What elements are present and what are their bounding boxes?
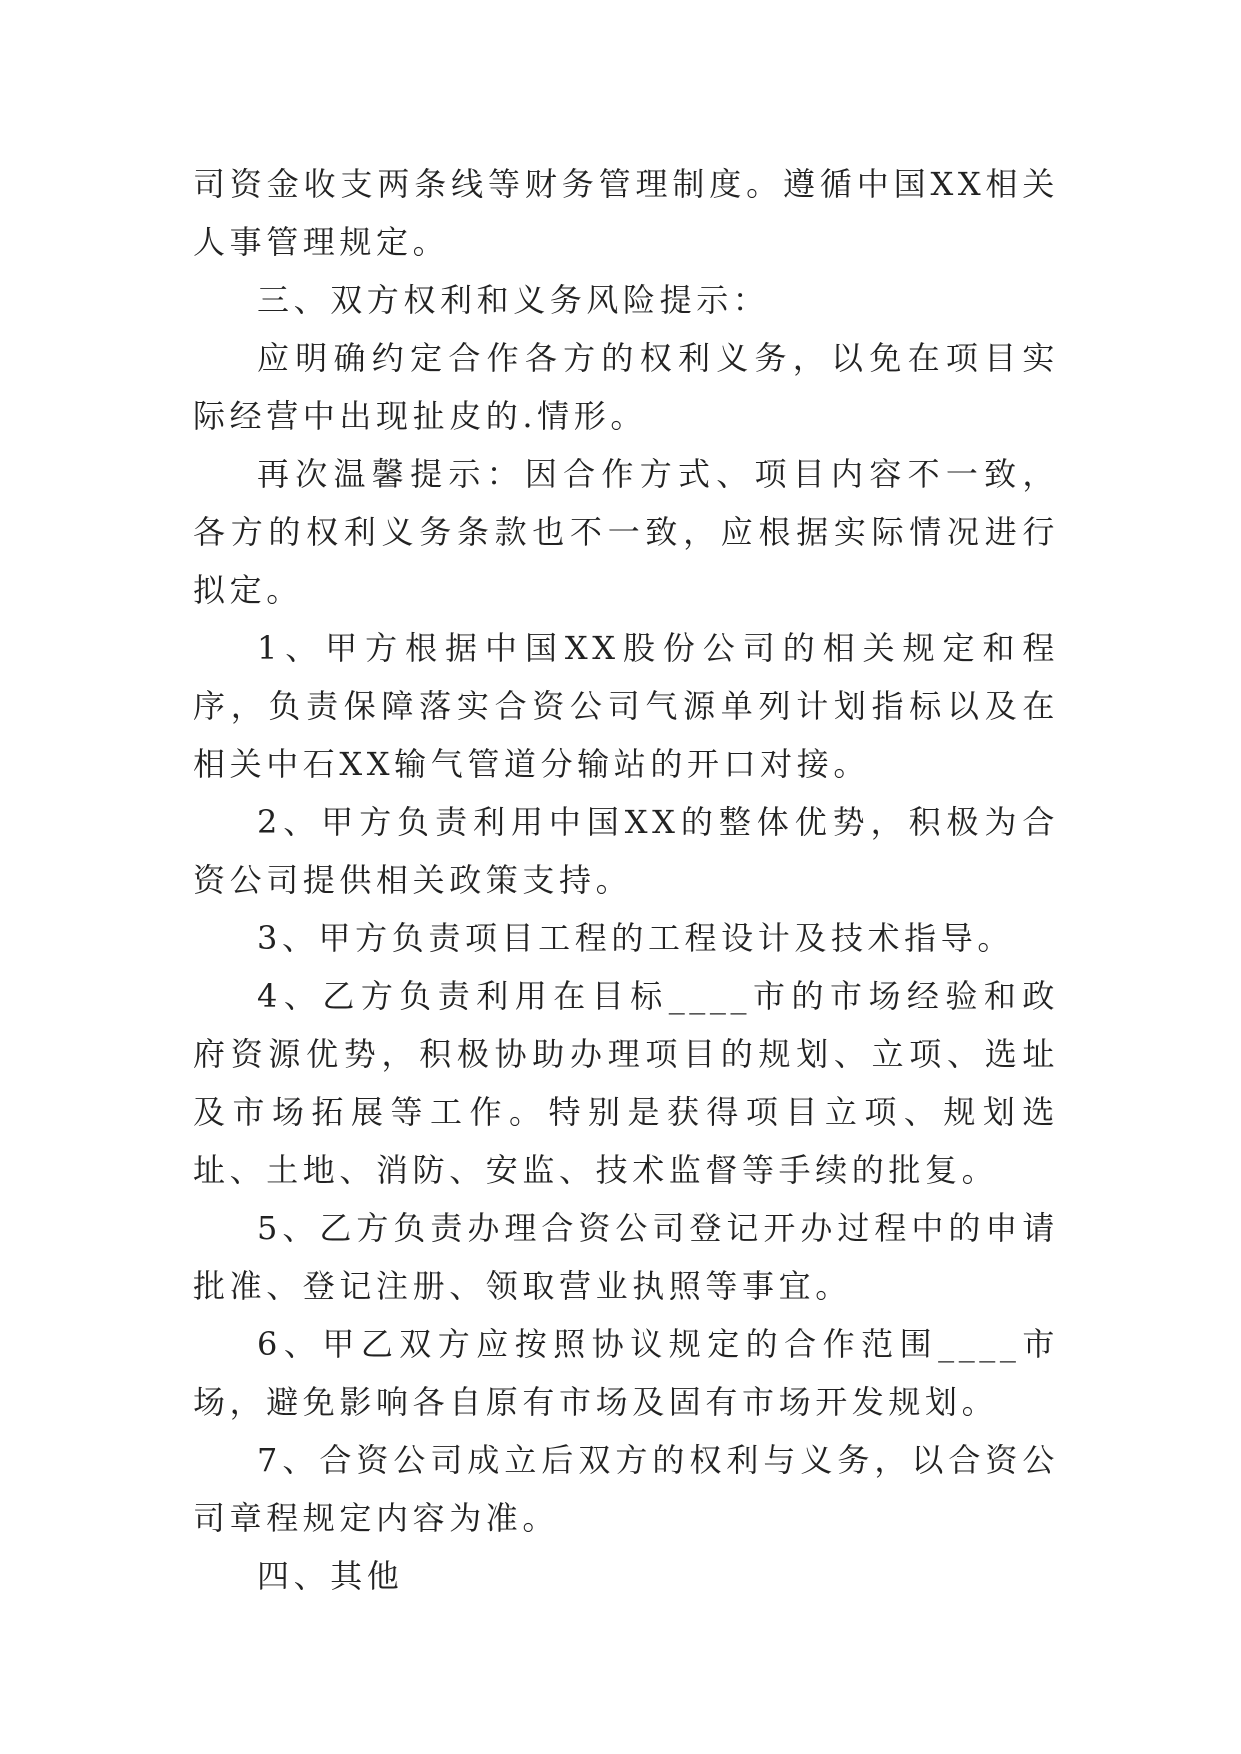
paragraph-reminder: 再次温馨提示：因合作方式、项目内容不一致，各方的权利义务条款也不一致，应根据实际情况进行拟定。	[193, 455, 1059, 609]
paragraph-define-rights: 应明确约定合作各方的权利义务，以免在项目实际经营中出现扯皮的.情形。	[193, 339, 1059, 435]
clause-1: 1、甲方根据中国XX股份公司的相关规定和程序，负责保障落实合资公司气源单列计划指标以及在相关中石XX输气管道分输站的开口对接。	[193, 629, 1059, 783]
heading-rights-obligations: 三、双方权利和义务风险提示：	[257, 281, 770, 319]
paragraph-finance-rules: 司资金收支两条线等财务管理制度。遵循中国XX相关人事管理规定。	[193, 165, 1059, 261]
clause-4: 4、乙方负责利用在目标____市的市场经验和政府资源优势，积极协助办理项目的规划、立项、选址及市场拓展等工作。特别是获得项目立项、规划选址、土地、消防、安监、技术监督等手续的批复。	[193, 977, 1059, 1189]
heading-other: 四、其他	[257, 1557, 404, 1595]
clause-7: 7、合资公司成立后双方的权利与义务，以合资公司章程规定内容为准。	[193, 1441, 1059, 1537]
clause-3: 3、甲方负责项目工程的工程设计及技术指导。	[257, 919, 1014, 957]
clause-6: 6、甲乙双方应按照协议规定的合作范围____市场，避免影响各自原有市场及固有市场开发规划。	[193, 1325, 1059, 1421]
document-body	[193, 155, 1059, 1605]
clause-2: 2、甲方负责利用中国XX的整体优势，积极为合资公司提供相关政策支持。	[193, 803, 1059, 899]
clause-5: 5、乙方负责办理合资公司登记开办过程中的申请批准、登记注册、领取营业执照等事宜。	[193, 1209, 1059, 1305]
